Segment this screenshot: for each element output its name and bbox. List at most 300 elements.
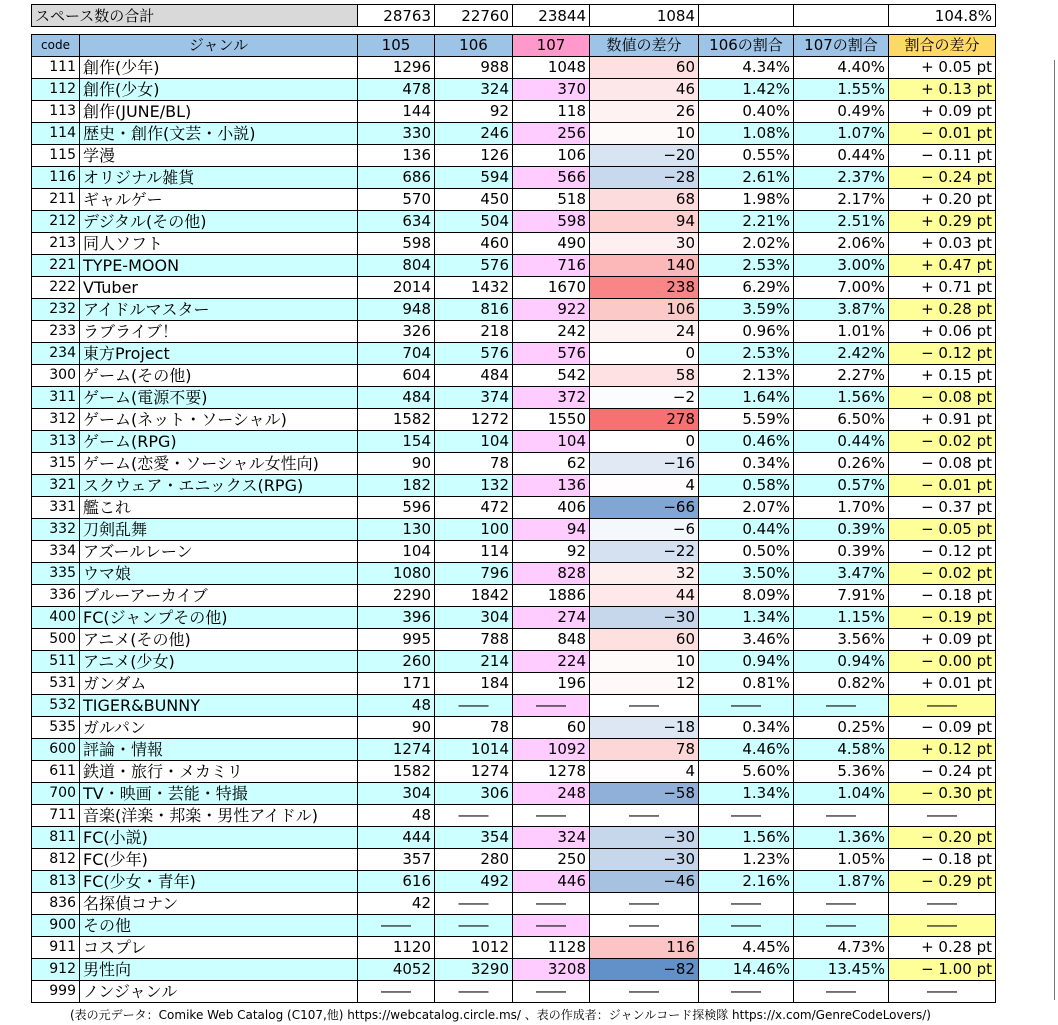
cell-106: 246 xyxy=(435,123,513,145)
cell-code: 332 xyxy=(32,519,80,541)
table-row xyxy=(32,717,996,739)
cell-p106: 2.13% xyxy=(699,365,794,387)
cell-107: 136 xyxy=(513,475,590,497)
cell-code: 211 xyxy=(32,189,80,211)
cell-code: 400 xyxy=(32,607,80,629)
cell-pdiff: ―― xyxy=(889,893,996,915)
cell-106: 1012 xyxy=(435,937,513,959)
cell-diff: 116 xyxy=(590,937,699,959)
cell-genre: アニメ(少女) xyxy=(80,651,358,673)
cell-code: 313 xyxy=(32,431,80,453)
cell-p107: 1.55% xyxy=(794,79,889,101)
cell-107: 1048 xyxy=(513,57,590,79)
cell-106: 214 xyxy=(435,651,513,673)
cell-genre: VTuber xyxy=(80,277,358,299)
cell-106: 1432 xyxy=(435,277,513,299)
cell-genre: スクウェア・エニックス(RPG) xyxy=(80,475,358,497)
cell-diff: 10 xyxy=(590,651,699,673)
cell-code: 334 xyxy=(32,541,80,563)
cell-diff: 60 xyxy=(590,629,699,651)
cell-diff: 238 xyxy=(590,277,699,299)
cell-p106: 2.61% xyxy=(699,167,794,189)
cell-106: 1842 xyxy=(435,585,513,607)
cell-p107: ―― xyxy=(794,893,889,915)
cell-107: 256 xyxy=(513,123,590,145)
cell-p106: 2.53% xyxy=(699,343,794,365)
table-row xyxy=(32,57,996,79)
cell-code: 500 xyxy=(32,629,80,651)
cell-107: 224 xyxy=(513,651,590,673)
cell-diff: 4 xyxy=(590,761,699,783)
cell-p106: 4.34% xyxy=(699,57,794,79)
cell-pdiff: + 0.01 pt xyxy=(889,673,996,695)
cell-105: 144 xyxy=(358,101,435,123)
cell-pdiff: ―― xyxy=(889,981,996,1003)
cell-diff: ―― xyxy=(590,695,699,717)
cell-107: 324 xyxy=(513,827,590,849)
cell-code: 116 xyxy=(32,167,80,189)
divider-line xyxy=(1054,60,1055,1000)
cell-code: 535 xyxy=(32,717,80,739)
cell-p106: 0.44% xyxy=(699,519,794,541)
cell-p106: 1.23% xyxy=(699,849,794,871)
cell-106: ―― xyxy=(435,805,513,827)
cell-pdiff: + 0.71 pt xyxy=(889,277,996,299)
header-genre: ジャンル xyxy=(80,35,358,57)
cell-diff: −18 xyxy=(590,717,699,739)
cell-pdiff: − 0.02 pt xyxy=(889,563,996,585)
cell-105: 357 xyxy=(358,849,435,871)
cell-p106: 1.64% xyxy=(699,387,794,409)
cell-107: 716 xyxy=(513,255,590,277)
cell-105: 130 xyxy=(358,519,435,541)
cell-diff: −66 xyxy=(590,497,699,519)
header-p106: 106の割合 xyxy=(699,35,794,57)
cell-diff: 140 xyxy=(590,255,699,277)
table-row xyxy=(32,827,996,849)
cell-106: 460 xyxy=(435,233,513,255)
cell-p107: 1.07% xyxy=(794,123,889,145)
cell-pdiff: + 0.28 pt xyxy=(889,299,996,321)
cell-pdiff: + 0.09 pt xyxy=(889,101,996,123)
cell-pdiff: + 0.09 pt xyxy=(889,629,996,651)
cell-diff: 78 xyxy=(590,739,699,761)
cell-105: 1080 xyxy=(358,563,435,585)
table-row xyxy=(32,189,996,211)
cell-pdiff: − 0.12 pt xyxy=(889,541,996,563)
cell-106: 3290 xyxy=(435,959,513,981)
cell-pdiff: + 0.03 pt xyxy=(889,233,996,255)
header-row xyxy=(32,35,996,57)
cell-diff: 4 xyxy=(590,475,699,497)
cell-107: 92 xyxy=(513,541,590,563)
cell-genre: オリジナル雑貨 xyxy=(80,167,358,189)
cell-genre: 評論・情報 xyxy=(80,739,358,761)
cell-diff: −46 xyxy=(590,871,699,893)
cell-code: 311 xyxy=(32,387,80,409)
cell-105: 326 xyxy=(358,321,435,343)
cell-diff: 10 xyxy=(590,123,699,145)
table-row xyxy=(32,387,996,409)
cell-106: 374 xyxy=(435,387,513,409)
cell-p107: 0.44% xyxy=(794,145,889,167)
cell-p107: 3.56% xyxy=(794,629,889,651)
table-row xyxy=(32,453,996,475)
cell-code: 112 xyxy=(32,79,80,101)
cell-106: 324 xyxy=(435,79,513,101)
cell-107: 922 xyxy=(513,299,590,321)
cell-genre: TIGER&BUNNY xyxy=(80,695,358,717)
cell-p106: 2.07% xyxy=(699,497,794,519)
cell-106: 100 xyxy=(435,519,513,541)
table-row xyxy=(32,211,996,233)
cell-diff: 30 xyxy=(590,233,699,255)
table-row xyxy=(32,915,996,937)
cell-pdiff: − 0.01 pt xyxy=(889,123,996,145)
cell-105: 2014 xyxy=(358,277,435,299)
cell-diff: −16 xyxy=(590,453,699,475)
cell-pdiff: − 0.20 pt xyxy=(889,827,996,849)
cell-107: 1550 xyxy=(513,409,590,431)
cell-107: 3208 xyxy=(513,959,590,981)
table-row xyxy=(32,629,996,651)
table-row xyxy=(32,739,996,761)
cell-106: 306 xyxy=(435,783,513,805)
cell-107: 446 xyxy=(513,871,590,893)
cell-105: 598 xyxy=(358,233,435,255)
cell-105: 154 xyxy=(358,431,435,453)
cell-code: 213 xyxy=(32,233,80,255)
summary-pdiff: 104.8% xyxy=(889,5,996,27)
cell-code: 232 xyxy=(32,299,80,321)
cell-pdiff: − 0.18 pt xyxy=(889,849,996,871)
cell-p106: 2.53% xyxy=(699,255,794,277)
cell-p106: ―― xyxy=(699,915,794,937)
cell-p106: 1.08% xyxy=(699,123,794,145)
table-row xyxy=(32,431,996,453)
cell-pdiff: + 0.20 pt xyxy=(889,189,996,211)
cell-code: 233 xyxy=(32,321,80,343)
cell-genre: コスプレ xyxy=(80,937,358,959)
cell-pdiff: − 0.05 pt xyxy=(889,519,996,541)
cell-107: ―― xyxy=(513,893,590,915)
cell-code: 212 xyxy=(32,211,80,233)
cell-pdiff: − 0.01 pt xyxy=(889,475,996,497)
cell-p107: 0.49% xyxy=(794,101,889,123)
cell-105: 182 xyxy=(358,475,435,497)
cell-p107: 0.57% xyxy=(794,475,889,497)
cell-genre: 歴史・創作(文芸・小説) xyxy=(80,123,358,145)
cell-p107: 2.42% xyxy=(794,343,889,365)
cell-p107: 1.15% xyxy=(794,607,889,629)
cell-107: 370 xyxy=(513,79,590,101)
cell-diff: 60 xyxy=(590,57,699,79)
cell-pdiff: ―― xyxy=(889,915,996,937)
table-row xyxy=(32,299,996,321)
cell-p107: 3.47% xyxy=(794,563,889,585)
cell-p107: ―― xyxy=(794,805,889,827)
cell-genre: デジタル(その他) xyxy=(80,211,358,233)
cell-diff: ―― xyxy=(590,893,699,915)
cell-106: 788 xyxy=(435,629,513,651)
cell-diff: −30 xyxy=(590,827,699,849)
cell-p107: ―― xyxy=(794,915,889,937)
table-row xyxy=(32,409,996,431)
cell-p106: 0.50% xyxy=(699,541,794,563)
cell-105: 484 xyxy=(358,387,435,409)
cell-106: 492 xyxy=(435,871,513,893)
table-row xyxy=(32,981,996,1003)
cell-p106: 2.16% xyxy=(699,871,794,893)
cell-genre: 音楽(洋楽・邦楽・男性アイドル) xyxy=(80,805,358,827)
cell-p106: 3.59% xyxy=(699,299,794,321)
cell-105: 136 xyxy=(358,145,435,167)
cell-code: 315 xyxy=(32,453,80,475)
cell-pdiff: − 0.24 pt xyxy=(889,167,996,189)
cell-106: 1014 xyxy=(435,739,513,761)
cell-106: 576 xyxy=(435,255,513,277)
cell-p106: ―― xyxy=(699,695,794,717)
cell-107: 1886 xyxy=(513,585,590,607)
cell-105: 570 xyxy=(358,189,435,211)
cell-genre: FC(少年) xyxy=(80,849,358,871)
cell-p106: 0.58% xyxy=(699,475,794,497)
cell-code: 912 xyxy=(32,959,80,981)
cell-106: 132 xyxy=(435,475,513,497)
cell-p106: 0.40% xyxy=(699,101,794,123)
cell-p106: ―― xyxy=(699,981,794,1003)
cell-p106: 1.34% xyxy=(699,783,794,805)
cell-pdiff: + 0.91 pt xyxy=(889,409,996,431)
cell-p107: 1.04% xyxy=(794,783,889,805)
cell-105: 48 xyxy=(358,695,435,717)
cell-p107: 4.40% xyxy=(794,57,889,79)
cell-diff: −58 xyxy=(590,783,699,805)
cell-105: 948 xyxy=(358,299,435,321)
cell-diff: 94 xyxy=(590,211,699,233)
cell-genre: 男性向 xyxy=(80,959,358,981)
cell-code: 600 xyxy=(32,739,80,761)
cell-genre: ゲーム(電源不要) xyxy=(80,387,358,409)
cell-107: 848 xyxy=(513,629,590,651)
cell-genre: 刀剣乱舞 xyxy=(80,519,358,541)
cell-p106: 2.02% xyxy=(699,233,794,255)
cell-code: 900 xyxy=(32,915,80,937)
cell-106: ―― xyxy=(435,981,513,1003)
cell-107: 1670 xyxy=(513,277,590,299)
cell-genre: ガルパン xyxy=(80,717,358,739)
cell-p106: 8.09% xyxy=(699,585,794,607)
table-row xyxy=(32,783,996,805)
cell-p107: 0.39% xyxy=(794,541,889,563)
cell-p107: 1.01% xyxy=(794,321,889,343)
cell-106: 78 xyxy=(435,717,513,739)
cell-107: 406 xyxy=(513,497,590,519)
cell-107: 118 xyxy=(513,101,590,123)
table-row xyxy=(32,761,996,783)
cell-code: 811 xyxy=(32,827,80,849)
cell-genre: 創作(少女) xyxy=(80,79,358,101)
cell-p107: 13.45% xyxy=(794,959,889,981)
cell-105: 90 xyxy=(358,717,435,739)
cell-106: 114 xyxy=(435,541,513,563)
cell-p106: 14.46% xyxy=(699,959,794,981)
cell-106: 218 xyxy=(435,321,513,343)
cell-105: 260 xyxy=(358,651,435,673)
cell-genre: ゲーム(恋愛・ソーシャル女性向) xyxy=(80,453,358,475)
cell-code: 113 xyxy=(32,101,80,123)
header-p107: 107の割合 xyxy=(794,35,889,57)
cell-p107: 3.87% xyxy=(794,299,889,321)
cell-p107: 2.17% xyxy=(794,189,889,211)
cell-107: 1128 xyxy=(513,937,590,959)
cell-106: 988 xyxy=(435,57,513,79)
cell-106: 450 xyxy=(435,189,513,211)
table-row xyxy=(32,695,996,717)
cell-code: 531 xyxy=(32,673,80,695)
cell-p107: 4.58% xyxy=(794,739,889,761)
cell-106: 280 xyxy=(435,849,513,871)
cell-code: 222 xyxy=(32,277,80,299)
header-pdiff: 割合の差分 xyxy=(889,35,996,57)
cell-genre: ブルーアーカイブ xyxy=(80,585,358,607)
cell-pdiff: + 0.47 pt xyxy=(889,255,996,277)
cell-diff: 26 xyxy=(590,101,699,123)
cell-p106: 4.46% xyxy=(699,739,794,761)
cell-diff: ―― xyxy=(590,915,699,937)
cell-107: 566 xyxy=(513,167,590,189)
table-row xyxy=(32,101,996,123)
cell-pdiff: − 0.12 pt xyxy=(889,343,996,365)
cell-p106: 1.56% xyxy=(699,827,794,849)
cell-106: 304 xyxy=(435,607,513,629)
cell-pdiff: + 0.12 pt xyxy=(889,739,996,761)
cell-diff: ―― xyxy=(590,805,699,827)
cell-p106: ―― xyxy=(699,893,794,915)
cell-107: 94 xyxy=(513,519,590,541)
summary-row xyxy=(32,5,996,27)
table-row xyxy=(32,607,996,629)
cell-pdiff: − 1.00 pt xyxy=(889,959,996,981)
cell-105: 396 xyxy=(358,607,435,629)
cell-107: 106 xyxy=(513,145,590,167)
cell-p107: 0.25% xyxy=(794,717,889,739)
cell-106: 816 xyxy=(435,299,513,321)
summary-105: 28763 xyxy=(358,5,435,27)
cell-107: 828 xyxy=(513,563,590,585)
cell-p106: 6.29% xyxy=(699,277,794,299)
table-row xyxy=(32,123,996,145)
cell-diff: −30 xyxy=(590,607,699,629)
table-row xyxy=(32,233,996,255)
cell-p106: 0.34% xyxy=(699,717,794,739)
cell-107: 598 xyxy=(513,211,590,233)
cell-genre: ガンダム xyxy=(80,673,358,695)
cell-diff: −30 xyxy=(590,849,699,871)
cell-107: 250 xyxy=(513,849,590,871)
cell-107: 242 xyxy=(513,321,590,343)
summary-p106 xyxy=(699,5,794,27)
cell-code: 335 xyxy=(32,563,80,585)
cell-diff: 0 xyxy=(590,343,699,365)
cell-p107: 3.00% xyxy=(794,255,889,277)
cell-105: 48 xyxy=(358,805,435,827)
cell-p106: 3.46% xyxy=(699,629,794,651)
cell-p107: 2.37% xyxy=(794,167,889,189)
table-row xyxy=(32,541,996,563)
cell-code: 221 xyxy=(32,255,80,277)
cell-107: 60 xyxy=(513,717,590,739)
cell-genre: ラブライブ！ xyxy=(80,321,358,343)
cell-105: 4052 xyxy=(358,959,435,981)
cell-genre: ノンジャンル xyxy=(80,981,358,1003)
table-row xyxy=(32,167,996,189)
cell-106: 1272 xyxy=(435,409,513,431)
cell-pdiff: ―― xyxy=(889,805,996,827)
cell-pdiff: − 0.19 pt xyxy=(889,607,996,629)
cell-code: 114 xyxy=(32,123,80,145)
cell-code: 532 xyxy=(32,695,80,717)
table-row xyxy=(32,277,996,299)
cell-diff: 46 xyxy=(590,79,699,101)
cell-pdiff: ―― xyxy=(889,695,996,717)
cell-code: 511 xyxy=(32,651,80,673)
cell-105: 478 xyxy=(358,79,435,101)
cell-106: 78 xyxy=(435,453,513,475)
cell-diff: −22 xyxy=(590,541,699,563)
cell-code: 812 xyxy=(32,849,80,871)
cell-pdiff: − 0.11 pt xyxy=(889,145,996,167)
summary-p107 xyxy=(794,5,889,27)
cell-genre: TYPE-MOON xyxy=(80,255,358,277)
summary-table xyxy=(31,4,996,27)
header-code: code xyxy=(32,35,80,57)
table-row xyxy=(32,321,996,343)
cell-p106: 0.81% xyxy=(699,673,794,695)
cell-genre: FC(ジャンプその他) xyxy=(80,607,358,629)
cell-105: ―― xyxy=(358,981,435,1003)
cell-pdiff: + 0.29 pt xyxy=(889,211,996,233)
cell-106: ―― xyxy=(435,893,513,915)
table-row xyxy=(32,563,996,585)
cell-106: 472 xyxy=(435,497,513,519)
cell-105: 604 xyxy=(358,365,435,387)
cell-105: 616 xyxy=(358,871,435,893)
cell-105: 104 xyxy=(358,541,435,563)
cell-pdiff: + 0.06 pt xyxy=(889,321,996,343)
table-row xyxy=(32,893,996,915)
cell-p107: ―― xyxy=(794,981,889,1003)
cell-105: 1582 xyxy=(358,761,435,783)
cell-pdiff: − 0.09 pt xyxy=(889,717,996,739)
cell-diff: 44 xyxy=(590,585,699,607)
cell-genre: アズールレーン xyxy=(80,541,358,563)
cell-p107: 0.94% xyxy=(794,651,889,673)
cell-107: 542 xyxy=(513,365,590,387)
cell-code: 331 xyxy=(32,497,80,519)
cell-code: 700 xyxy=(32,783,80,805)
cell-code: 115 xyxy=(32,145,80,167)
cell-107: 274 xyxy=(513,607,590,629)
cell-105: 1296 xyxy=(358,57,435,79)
cell-p107: ―― xyxy=(794,695,889,717)
table-row xyxy=(32,497,996,519)
cell-105: 1120 xyxy=(358,937,435,959)
cell-p107: 6.50% xyxy=(794,409,889,431)
cell-106: 796 xyxy=(435,563,513,585)
cell-105: 804 xyxy=(358,255,435,277)
table-row xyxy=(32,519,996,541)
